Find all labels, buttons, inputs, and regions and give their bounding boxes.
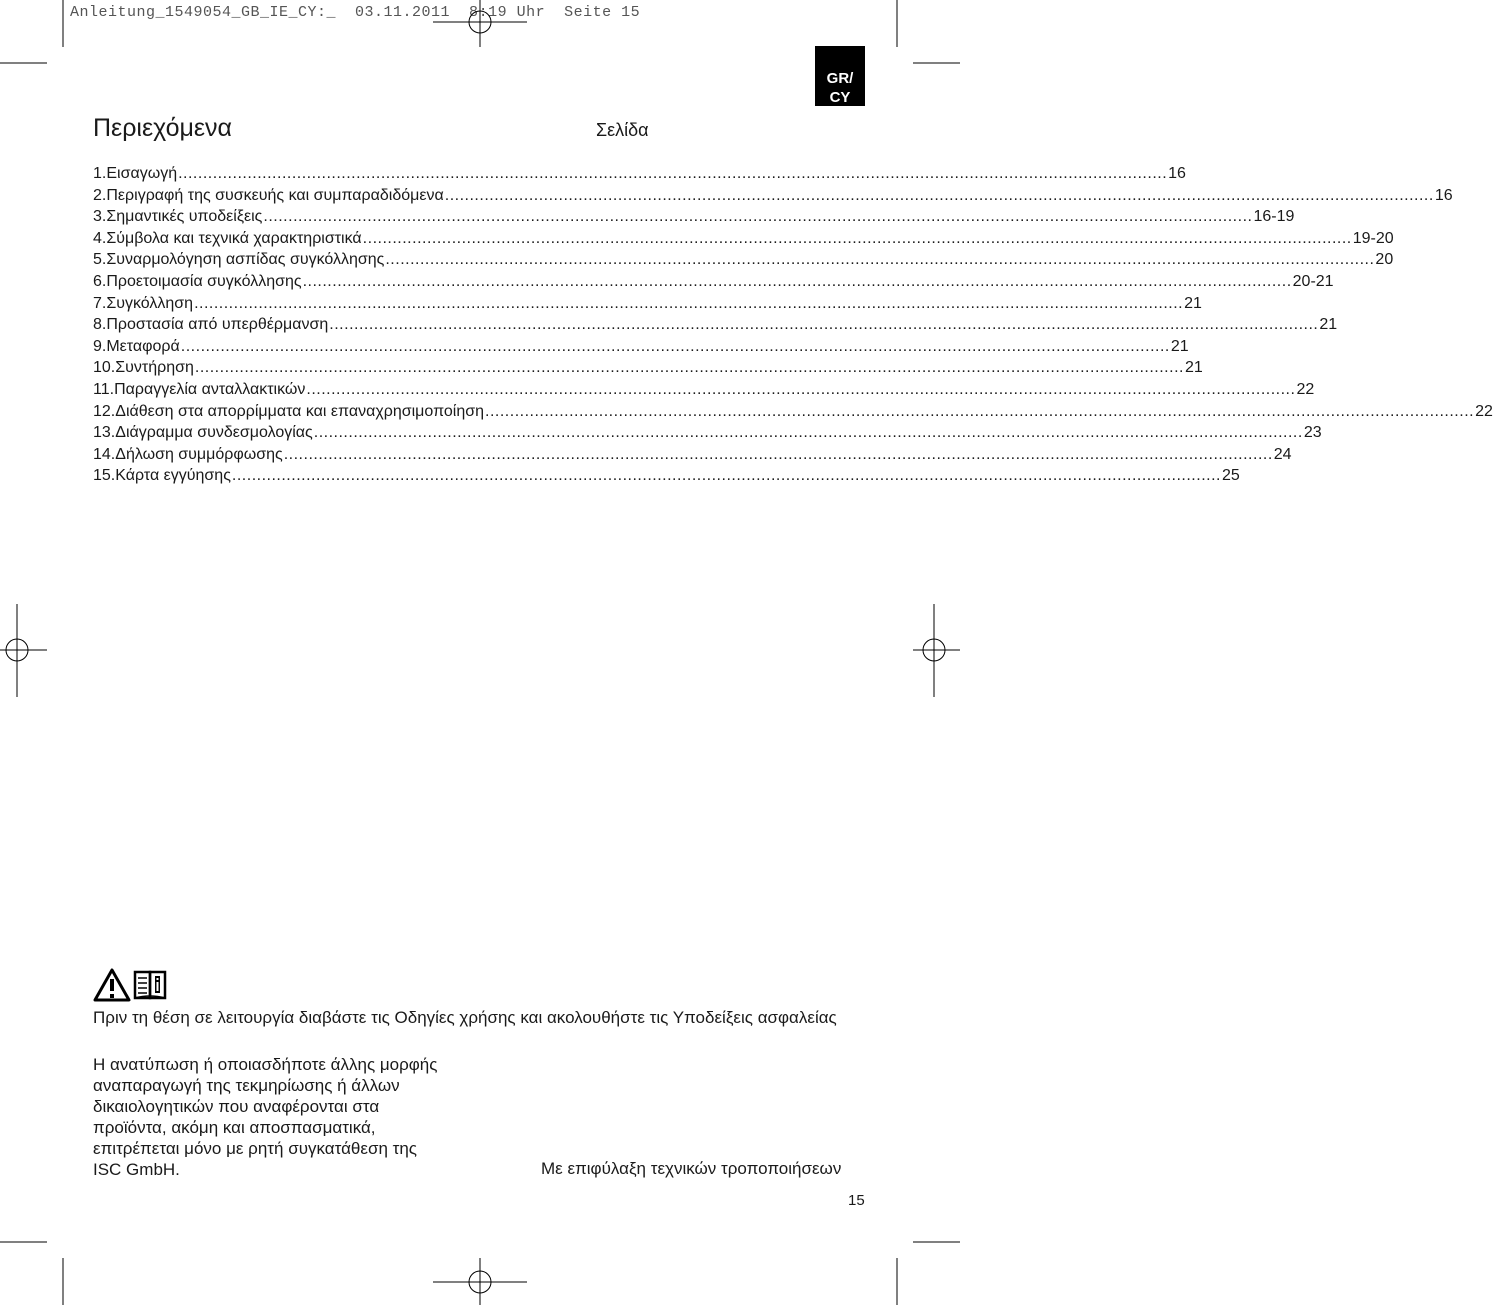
language-badge-line1: GR/ bbox=[826, 70, 854, 87]
toc-item-page: 21 bbox=[1184, 294, 1202, 312]
toc-item[interactable] bbox=[93, 228, 1394, 250]
toc-item-label: Δήλωση συμμόρφωσης bbox=[115, 445, 283, 463]
toc-item[interactable] bbox=[93, 444, 1292, 466]
toc-item-label: Προστασία από υπερθέρμανση bbox=[106, 316, 329, 334]
language-badge-line2: CY bbox=[829, 89, 851, 106]
toc-item[interactable] bbox=[93, 314, 1338, 336]
toc-item-number: 15. bbox=[93, 467, 116, 485]
language-badge bbox=[815, 46, 865, 106]
copyright-line: προϊόντα, ακόμη και αποσπασματικά, bbox=[93, 1118, 376, 1137]
copyright-line: Η ανατύπωση ή οποιασδήποτε άλλης μορφής bbox=[93, 1055, 438, 1074]
toc-item-number: 6. bbox=[93, 272, 107, 290]
toc-item-page: 25 bbox=[1221, 467, 1240, 485]
toc-item[interactable] bbox=[93, 336, 1189, 358]
toc-item-page: 20 bbox=[1375, 251, 1394, 269]
toc-item-page: 20-21 bbox=[1292, 272, 1334, 290]
toc-dot-leader: ........................................................................................................................................................................................................ bbox=[283, 445, 1273, 463]
toc-item[interactable] bbox=[93, 293, 1202, 315]
safety-notice: Πριν τη θέση σε λειτουργία διαβάστε τις Οδηγίες χρήσης και ακολουθήστε τις Υποδείξεις ασφαλείας bbox=[93, 1008, 837, 1027]
toc-item-label: Συναρμολόγηση ασπίδας συγκόλλησης bbox=[106, 251, 385, 269]
toc-item-number: 9. bbox=[93, 337, 107, 355]
toc-dot-leader: ........................................................................................................................................................................................................ bbox=[444, 186, 1434, 204]
toc-dot-leader: ........................................................................................................................................................................................................ bbox=[194, 294, 1184, 312]
toc-item-label: Περιγραφή της συσκευής και συμπαραδιδόμενα bbox=[106, 186, 444, 204]
toc-item[interactable] bbox=[93, 163, 1186, 185]
toc-dot-leader: ........................................................................................................................................................................................................ bbox=[302, 272, 1292, 290]
toc-item[interactable] bbox=[93, 249, 1394, 271]
toc-item-number: 1. bbox=[93, 165, 107, 182]
toc-item[interactable] bbox=[93, 465, 1240, 487]
toc-item-page: 21 bbox=[1319, 316, 1338, 334]
toc-title: Περιεχόμενα bbox=[93, 114, 232, 142]
toc-item-number: 4. bbox=[93, 229, 107, 247]
toc-dot-leader: ........................................................................................................................................................................................................ bbox=[306, 380, 1296, 398]
toc-item-page: 23 bbox=[1303, 424, 1322, 442]
toc-item-page: 22 bbox=[1475, 402, 1493, 420]
toc-item-label: Διάθεση στα απορρίμματα και επαναχρησιμοποίηση bbox=[115, 402, 485, 420]
toc-item-page: 16 bbox=[1168, 165, 1186, 182]
toc-item[interactable] bbox=[93, 357, 1203, 379]
toc-dot-leader: ........................................................................................................................................................................................................ bbox=[178, 165, 1168, 182]
toc-item-number: 14. bbox=[93, 445, 116, 463]
copyright-notice bbox=[93, 1054, 493, 1180]
print-header: Anleitung_1549054_GB_IE_CY:_ 03.11.2011 8:19 Uhr Seite 15 bbox=[70, 4, 641, 21]
toc-item-number: 7. bbox=[93, 294, 107, 312]
toc-dot-leader: ........................................................................................................................................................................................................ bbox=[263, 208, 1253, 226]
toc-dot-leader: ........................................................................................................................................................................................................ bbox=[329, 316, 1319, 334]
toc-item-number: 13. bbox=[93, 424, 116, 442]
toc-item-number: 12. bbox=[93, 402, 116, 420]
toc-dot-leader: ........................................................................................................................................................................................................ bbox=[362, 229, 1352, 247]
toc-item-number: 5. bbox=[93, 251, 107, 269]
toc-item-page: 16-19 bbox=[1253, 208, 1295, 226]
toc-dot-leader: ........................................................................................................................................................................................................ bbox=[180, 337, 1170, 355]
toc-item-page: 16 bbox=[1434, 186, 1453, 204]
toc-item-label: Διάγραμμα συνδεσμολογίας bbox=[115, 424, 313, 442]
technical-changes-notice: Με επιφύλαξη τεχνικών τροποποιήσεων bbox=[541, 1159, 842, 1178]
toc-item-page: 21 bbox=[1170, 337, 1189, 355]
toc-item[interactable] bbox=[93, 271, 1334, 293]
toc-dot-leader: ........................................................................................................................................................................................................ bbox=[231, 467, 1221, 485]
toc-item-number: 3. bbox=[93, 208, 107, 226]
toc-item-number: 11. bbox=[93, 380, 115, 398]
toc-item-number: 2. bbox=[93, 186, 107, 204]
toc-item-label: Σημαντικές υποδείξεις bbox=[106, 208, 263, 226]
toc-item-label: Προετοιμασία συγκόλλησης bbox=[106, 272, 302, 290]
toc-item-label: Σύμβολα και τεχνικά χαρακτηριστικά bbox=[106, 229, 362, 247]
toc-item-page: 22 bbox=[1296, 380, 1315, 398]
toc-item[interactable] bbox=[93, 206, 1295, 228]
toc-dot-leader: ........................................................................................................................................................................................................ bbox=[313, 424, 1303, 442]
toc-item-number: 8. bbox=[93, 316, 107, 334]
toc-item[interactable] bbox=[93, 185, 1453, 207]
toc-page-column-label: Σελίδα bbox=[596, 120, 649, 140]
toc-item-label: Συντήρηση bbox=[115, 359, 194, 377]
toc-item[interactable] bbox=[93, 401, 1493, 423]
toc-item-page: 19-20 bbox=[1352, 229, 1394, 247]
page-number: 15 bbox=[848, 1192, 865, 1209]
toc-item-number: 10. bbox=[93, 359, 116, 377]
toc-list bbox=[93, 163, 1493, 487]
toc-dot-leader: ........................................................................................................................................................................................................ bbox=[194, 359, 1184, 377]
safety-icons bbox=[93, 968, 173, 1002]
toc-item-label: Εισαγωγή bbox=[106, 165, 178, 182]
toc-item-label: Συγκόλληση bbox=[106, 294, 194, 312]
copyright-line: επιτρέπεται μόνο με ρητή συγκατάθεση της bbox=[93, 1139, 417, 1158]
toc-item-label: Παραγγελία ανταλλακτικών bbox=[114, 380, 306, 398]
warning-triangle-icon bbox=[95, 970, 129, 1000]
copyright-line: ISC GmbH. bbox=[93, 1160, 180, 1179]
toc-item-page: 24 bbox=[1273, 445, 1292, 463]
copyright-line: δικαιολογητικών που αναφέρονται στα bbox=[93, 1097, 380, 1116]
toc-dot-leader: ........................................................................................................................................................................................................ bbox=[385, 251, 1375, 269]
toc-item[interactable] bbox=[93, 379, 1315, 401]
toc-item-label: Κάρτα εγγύησης bbox=[115, 467, 231, 485]
copyright-line: αναπαραγωγή της τεκμηρίωσης ή άλλων bbox=[93, 1076, 400, 1095]
toc-item-label: Μεταφορά bbox=[106, 337, 180, 355]
toc-dot-leader: ........................................................................................................................................................................................................ bbox=[485, 402, 1475, 420]
toc-item-page: 21 bbox=[1184, 359, 1203, 377]
toc-item[interactable] bbox=[93, 422, 1322, 444]
read-manual-icon bbox=[135, 972, 165, 998]
